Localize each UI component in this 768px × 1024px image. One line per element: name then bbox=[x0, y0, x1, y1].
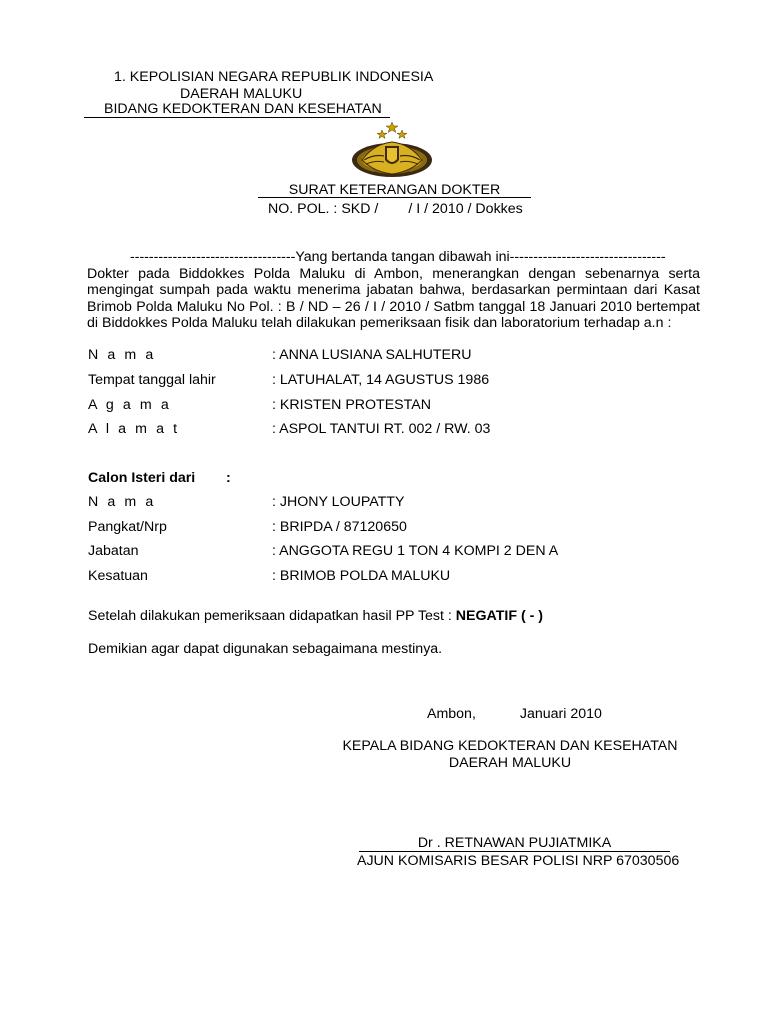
partner-value: : ANGGOTA REGU 1 TON 4 KOMPI 2 DEN A bbox=[272, 543, 559, 559]
header-line-region: DAERAH MALUKU bbox=[180, 86, 303, 102]
test-result bbox=[88, 608, 543, 624]
partner-label: Kesatuan bbox=[88, 568, 148, 584]
partner-value: : JHONY LOUPATTY bbox=[272, 494, 405, 510]
reference-number bbox=[268, 201, 523, 217]
police-emblem-icon bbox=[344, 120, 440, 180]
subject-label: N a m a bbox=[88, 347, 156, 363]
subject-label: A g a m a bbox=[88, 397, 172, 413]
partner-label: Pangkat/Nrp bbox=[88, 519, 167, 535]
subject-value: : KRISTEN PROTESTAN bbox=[272, 397, 431, 413]
test-result-value: NEGATIF ( - ) bbox=[455, 608, 544, 624]
reference-suffix: / I / 2010 / Dokkes bbox=[408, 201, 523, 217]
subject-value: : ANNA LUSIANA SALHUTERU bbox=[272, 347, 472, 363]
test-result-text: Setelah dilakukan pemeriksaan didapatkan hasil PP Test : bbox=[88, 608, 456, 624]
partner-heading bbox=[88, 470, 231, 486]
title-underline bbox=[258, 197, 531, 198]
subject-label: A l a m a t bbox=[88, 421, 180, 437]
partner-label: Jabatan bbox=[88, 543, 139, 559]
signatory-title bbox=[330, 738, 690, 772]
statement-paragraph: Dokter pada Biddokkes Polda Maluku di Ambon, menerangkan dengan sebenarnya serta mengingat sumpah pada waktu menerima jabatan bahwa, berdasarkan permintaan dari Kasat Brimob Polda Maluku No Pol. : B / ND – 26 / I / 2010 / Satbm tanggal 18 Januari 2010 bertempat di Biddokkes Polda Maluku telah dilakukan pemeriksaan fisik dan laboratorium terhadap a.n : bbox=[87, 266, 700, 332]
signatory-title-line1: KEPALA BIDANG KEDOKTERAN DAN KESEHATAN bbox=[342, 738, 678, 754]
partner-label: N a m a bbox=[88, 494, 156, 510]
intro-line: -----------------------------------Yang bertanda tangan dibawah ini--------------------------------- bbox=[130, 249, 666, 265]
partner-value: : BRIPDA / 87120650 bbox=[272, 519, 407, 535]
subject-value: : ASPOL TANTUI RT. 002 / RW. 03 bbox=[272, 421, 491, 437]
partner-heading-label: Calon Isteri dari bbox=[88, 470, 196, 486]
subject-label: Tempat tanggal lahir bbox=[88, 372, 216, 388]
signatory-name: Dr . RETNAWAN PUJIATMIKA bbox=[359, 836, 670, 852]
partner-value: : BRIMOB POLDA MALUKU bbox=[272, 568, 451, 584]
header-line-institution: 1. KEPOLISIAN NEGARA REPUBLIK INDONESIA bbox=[114, 69, 434, 85]
subject-value: : LATUHALAT, 14 AGUSTUS 1986 bbox=[272, 372, 490, 388]
header-line-department: BIDANG KEDOKTERAN DAN KESEHATAN bbox=[84, 101, 390, 118]
signatory-title-line2: DAERAH MALUKU bbox=[448, 755, 572, 771]
document-title: SURAT KETERANGAN DOKTER bbox=[288, 182, 501, 198]
reference-prefix: NO. POL. : SKD / bbox=[268, 201, 379, 217]
closing-statement: Demikian agar dapat digunakan sebagaimana mestinya. bbox=[88, 641, 443, 657]
signature-date: Januari 2010 bbox=[519, 706, 602, 722]
place-date bbox=[427, 706, 602, 722]
signatory-rank: AJUN KOMISARIS BESAR POLISI NRP 67030506 bbox=[357, 853, 680, 869]
signature-place: Ambon, bbox=[427, 706, 476, 722]
partner-heading-colon: : bbox=[226, 470, 231, 486]
